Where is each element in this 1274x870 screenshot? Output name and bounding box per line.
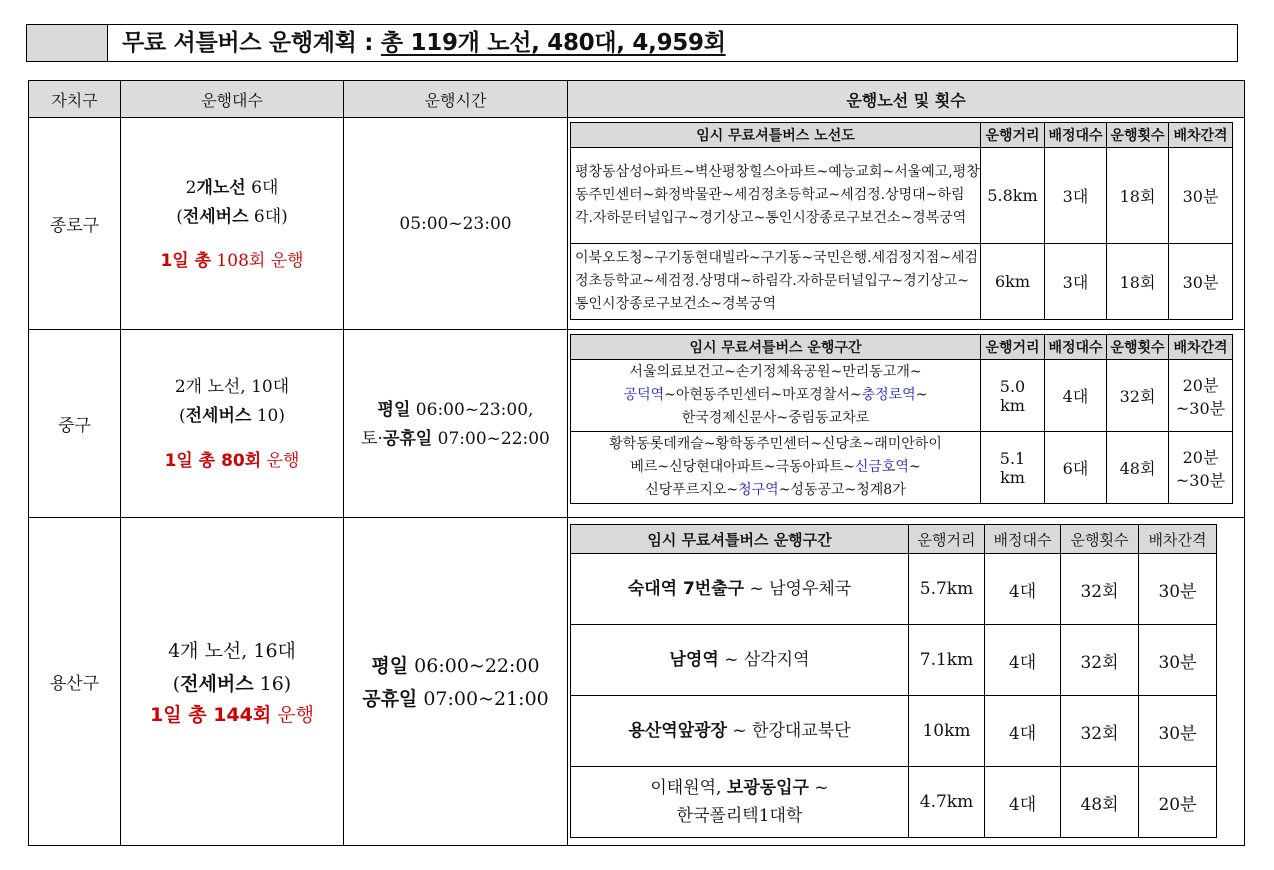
buses-cell: 4대 — [985, 767, 1061, 838]
sub-header-distance: 운행거리 — [981, 335, 1045, 360]
routes-yongsan — [568, 518, 1245, 846]
buses-cell: 4대 — [985, 554, 1061, 625]
distance-cell: 5.7km — [909, 554, 985, 625]
buses-cell: 6대 — [1045, 432, 1107, 504]
row-junggu — [29, 330, 1245, 518]
sub-header-buses: 배정대수 — [1045, 335, 1107, 360]
page-title — [108, 25, 726, 61]
route-junggu-1: 서울의료보건고~손기정체육공원~만리동고개~ 공덕역~아현동주민센터~마포경찰서~충정로역~ 한국경제신문사~중림동교차로 — [571, 360, 981, 432]
title-summary: 총 119개 노선, 480대, 4,959회 — [380, 30, 726, 56]
route-yongsan-1: 숙대역 7번출구 ~ 남영우체국 — [571, 554, 909, 625]
sub-header-route: 임시 무료셔틀버스 운행구간 — [571, 525, 909, 554]
buses-cell: 4대 — [985, 625, 1061, 696]
interval-cell: 20분 ~30분 — [1169, 360, 1233, 432]
distance-cell: 5.1 km — [981, 432, 1045, 504]
title-prefix: 무료 셔틀버스 운행계획 : — [122, 30, 381, 56]
sub-header-route: 임시 무료셔틀버스 노선도 — [571, 123, 981, 148]
district-jongno: 종로구 — [29, 118, 121, 330]
title-marker — [27, 25, 108, 61]
header-district: 자치구 — [29, 81, 121, 118]
distance-cell: 4.7km — [909, 767, 985, 838]
time-junggu: 평일 06:00~23:00, 토·공휴일 07:00~22:00 — [344, 330, 568, 518]
distance-cell: 5.8km — [981, 148, 1045, 244]
header-routes: 운행노선 및 횟수 — [568, 81, 1245, 118]
trips-cell: 48회 — [1107, 432, 1169, 504]
sub-header-trips: 운행횟수 — [1107, 123, 1169, 148]
count-yongsan: 4개 노선, 16대 (전세버스 16) 1일 총 144회 운행 — [121, 518, 344, 846]
trips-cell: 32회 — [1061, 625, 1139, 696]
routes-junggu — [568, 330, 1245, 518]
buses-cell: 3대 — [1045, 148, 1107, 244]
distance-cell: 10km — [909, 696, 985, 767]
shuttle-plan-table — [28, 80, 1245, 846]
subtable-yongsan — [570, 524, 1217, 838]
trips-cell: 18회 — [1107, 148, 1169, 244]
route-jongno-2: 이북오도청~구기동현대빌라~구기동~국민은행.세검정지점~세검정초등학교~세검정.상명대~하림각.자하문터널입구~경기상고~통인시장종로구보건소~경복궁역 — [571, 244, 981, 320]
header-time: 운행시간 — [344, 81, 568, 118]
sub-header-buses: 배정대수 — [985, 525, 1061, 554]
title-box — [26, 24, 1238, 62]
interval-cell: 20분 — [1139, 767, 1217, 838]
route-yongsan-3: 용산역앞광장 ~ 한강대교북단 — [571, 696, 909, 767]
sub-header-distance: 운행거리 — [909, 525, 985, 554]
time-jongno: 05:00~23:00 — [344, 118, 568, 330]
buses-cell: 4대 — [1045, 360, 1107, 432]
routes-jongno — [568, 118, 1245, 330]
trips-cell: 18회 — [1107, 244, 1169, 320]
route-yongsan-4: 이태원역, 보광동입구 ~ 한국폴리텍1대학 — [571, 767, 909, 838]
interval-cell: 30분 — [1139, 696, 1217, 767]
sub-header-interval: 배차간격 — [1169, 123, 1233, 148]
sub-header-distance: 운행거리 — [981, 123, 1045, 148]
interval-cell: 30분 — [1139, 554, 1217, 625]
route-yongsan-2: 남영역 ~ 삼각지역 — [571, 625, 909, 696]
sub-header-trips: 운행횟수 — [1107, 335, 1169, 360]
time-yongsan: 평일 06:00~22:00 공휴일 07:00~21:00 — [344, 518, 568, 846]
district-junggu: 중구 — [29, 330, 121, 518]
sub-header-trips: 운행횟수 — [1061, 525, 1139, 554]
route-junggu-2: 황학동롯데캐슬~황학동주민센터~신당초~래미안하이 베르~신당현대아파트~극동아파트~신금호역~ 신당푸르지오~청구역~성동공고~청계8가 — [571, 432, 981, 504]
sub-header-buses: 배정대수 — [1045, 123, 1107, 148]
header-count: 운행대수 — [121, 81, 344, 118]
count-jongno: 2개노선 6대 (전세버스 6대) 1일 총 108회 운행 — [121, 118, 344, 330]
interval-cell: 20분 ~30분 — [1169, 432, 1233, 504]
row-jongno — [29, 118, 1245, 330]
trips-cell: 32회 — [1061, 696, 1139, 767]
distance-cell: 7.1km — [909, 625, 985, 696]
district-yongsan: 용산구 — [29, 518, 121, 846]
distance-cell: 6km — [981, 244, 1045, 320]
trips-cell: 32회 — [1061, 554, 1139, 625]
interval-cell: 30분 — [1169, 244, 1233, 320]
row-yongsan — [29, 518, 1245, 846]
subtable-junggu — [570, 334, 1233, 504]
sub-header-route: 임시 무료셔틀버스 운행구간 — [571, 335, 981, 360]
trips-cell: 48회 — [1061, 767, 1139, 838]
interval-cell: 30분 — [1139, 625, 1217, 696]
buses-cell: 3대 — [1045, 244, 1107, 320]
header-row — [29, 81, 1245, 118]
buses-cell: 4대 — [985, 696, 1061, 767]
distance-cell: 5.0 km — [981, 360, 1045, 432]
interval-cell: 30분 — [1169, 148, 1233, 244]
sub-header-interval: 배차간격 — [1139, 525, 1217, 554]
route-jongno-1: 평창동삼성아파트~벽산평창힐스아파트~예능교회~서울예고,평창동주민센터~화정박물관~세검정초등학교~세검정.상명대~하림각.자하문터널입구~경기상고~통인시장종로구보건소~경복궁역 — [571, 148, 981, 244]
count-junggu: 2개 노선, 10대 (전세버스 10) 1일 총 80회 운행 — [121, 330, 344, 518]
subtable-jongno — [570, 122, 1233, 320]
sub-header-interval: 배차간격 — [1169, 335, 1233, 360]
trips-cell: 32회 — [1107, 360, 1169, 432]
